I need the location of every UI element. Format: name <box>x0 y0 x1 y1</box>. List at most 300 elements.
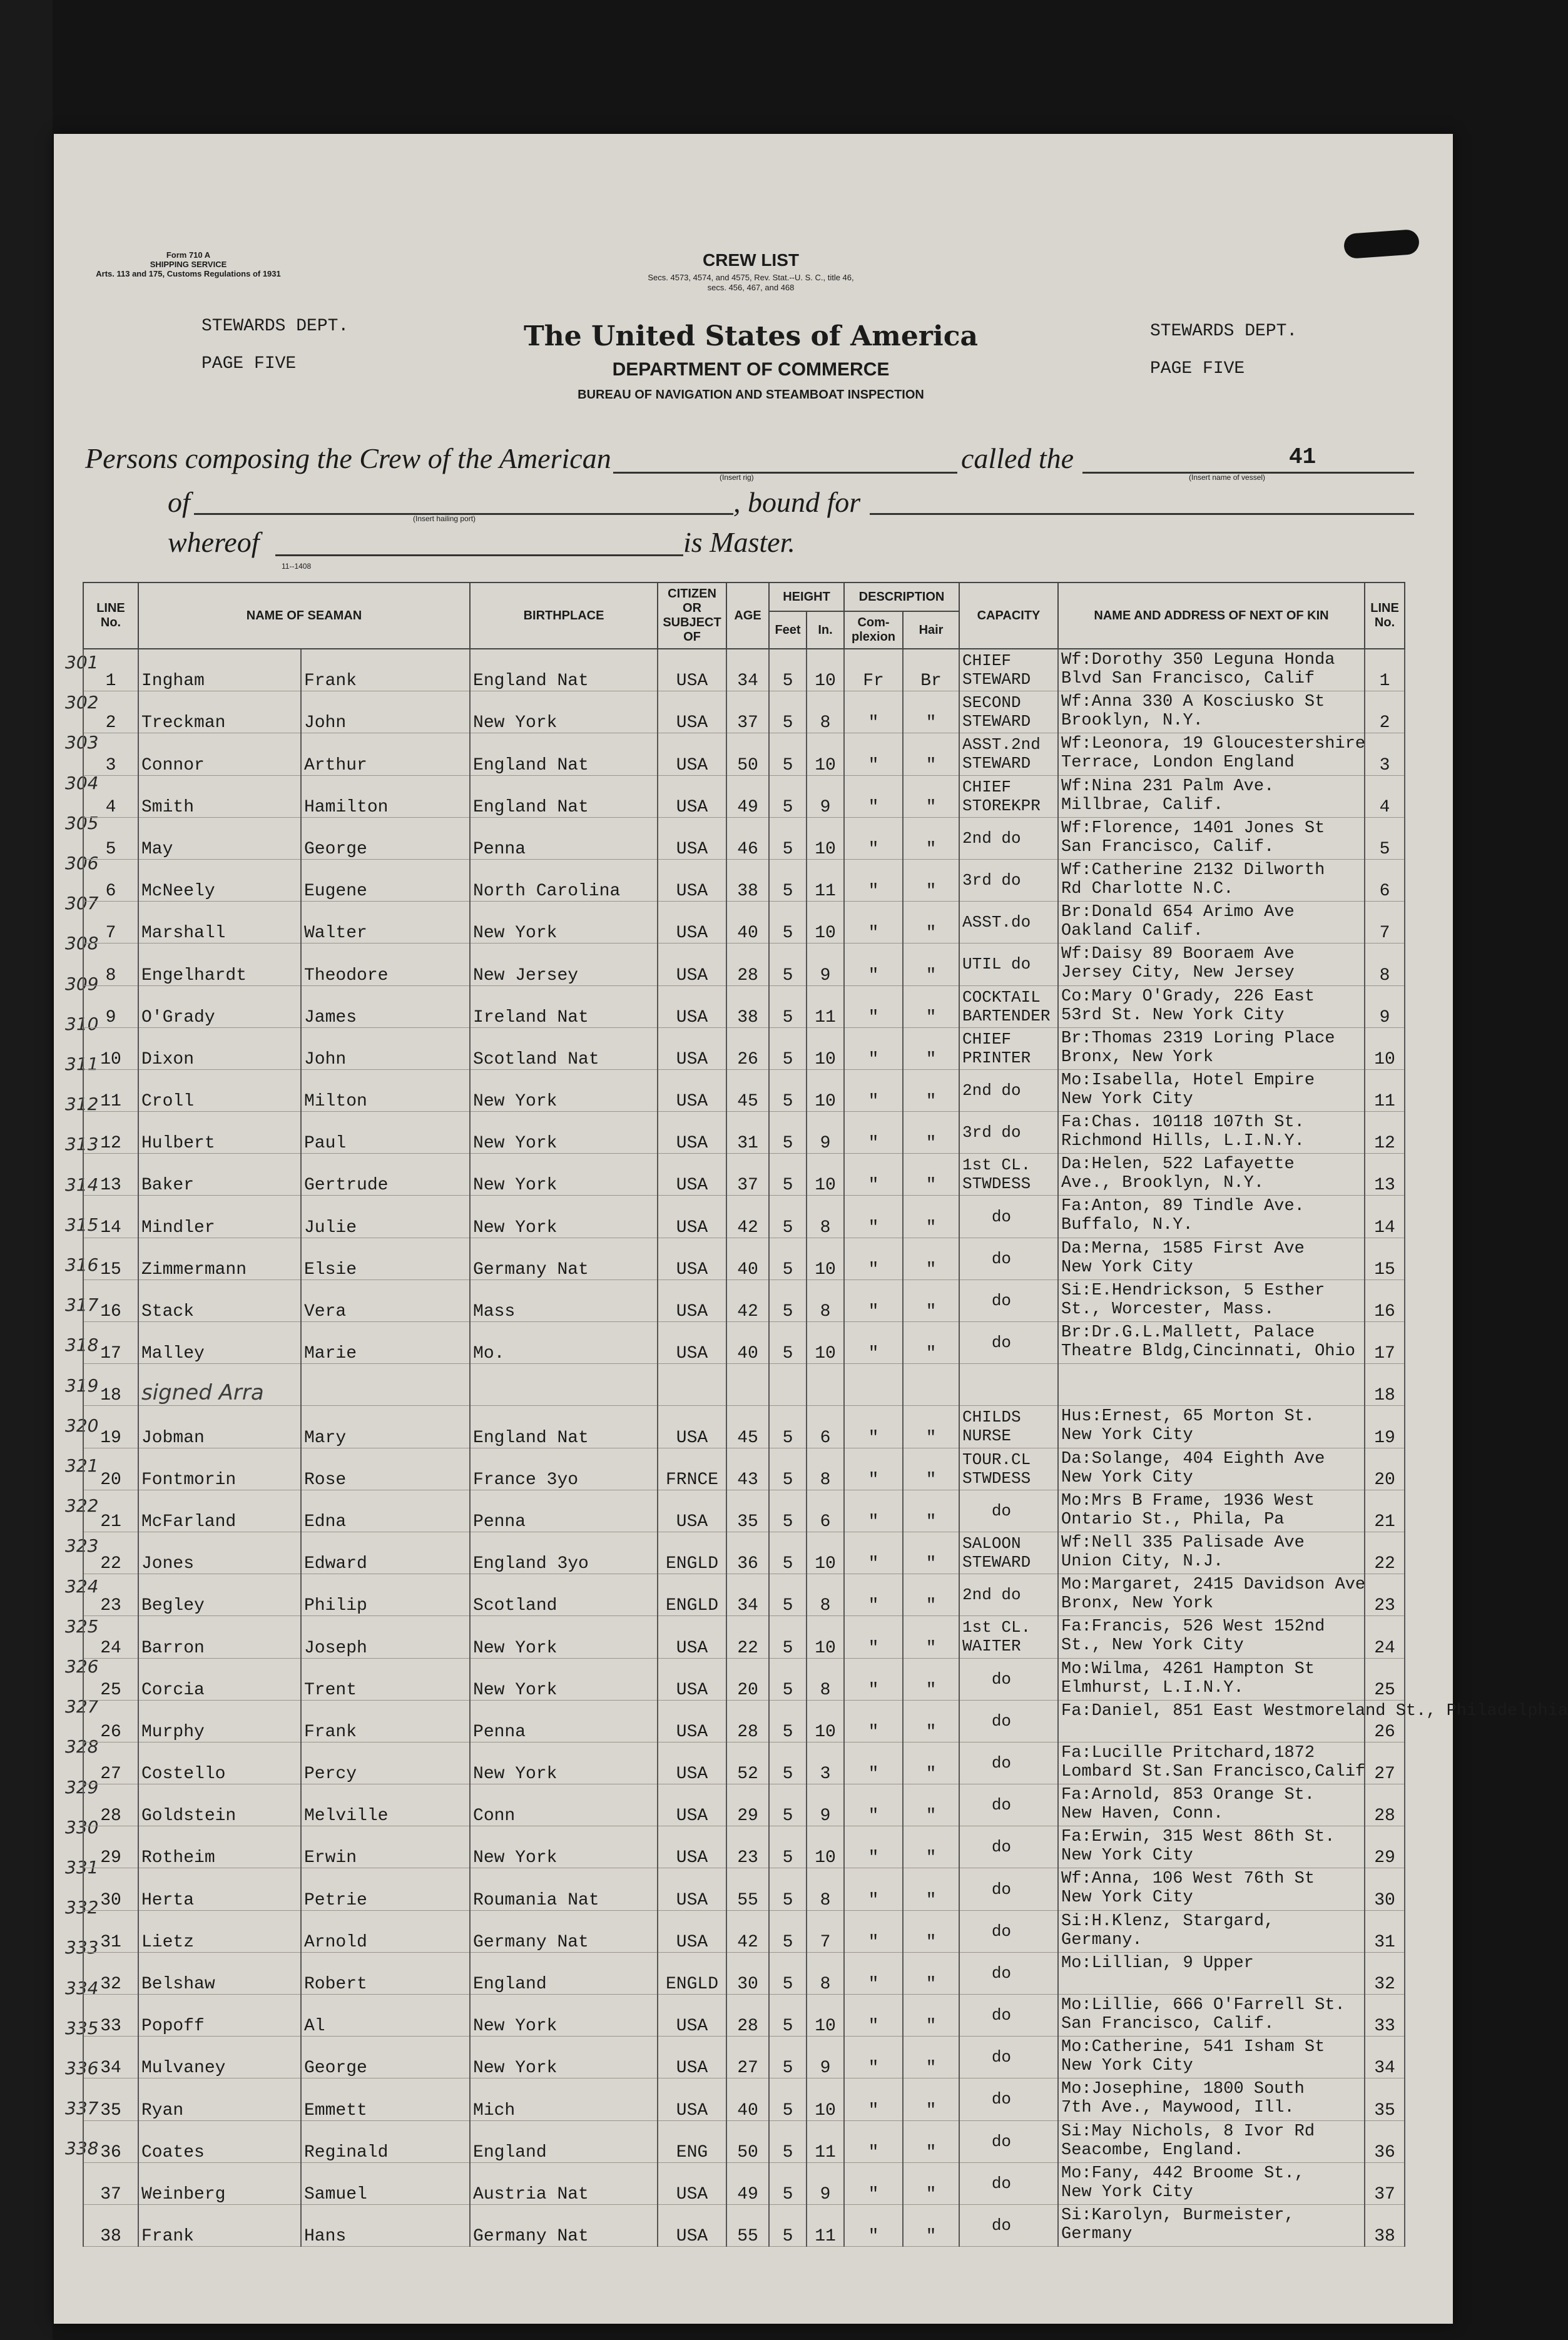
capacity: do <box>959 1279 1058 1321</box>
handwritten-line-number: 319 <box>65 1375 99 1396</box>
given-name: George <box>301 2037 470 2078</box>
citizenship <box>658 1364 726 1406</box>
birthplace: Penna <box>470 1490 658 1532</box>
height-feet: 5 <box>769 2120 807 2162</box>
next-of-kin: Wf:Daisy 89 Booraem Ave Jersey City, New Jersey <box>1058 944 1365 985</box>
line-no: 5 <box>83 817 138 859</box>
table-row <box>83 2120 1405 2162</box>
line-no: 13 <box>83 1154 138 1196</box>
height-feet: 5 <box>769 1658 807 1700</box>
complexion: " <box>844 691 903 733</box>
hair: " <box>903 1406 959 1448</box>
handwritten-line-number: 326 <box>65 1656 99 1677</box>
given-name: Vera <box>301 1279 470 1321</box>
next-of-kin: Mo:Lillian, 9 Upper <box>1058 1952 1365 1994</box>
line-no-right: 22 <box>1365 1532 1405 1574</box>
surname: Barron <box>138 1616 301 1658</box>
height-feet: 5 <box>769 1154 807 1196</box>
statute-line-2: secs. 456, 467, and 468 <box>707 283 795 292</box>
complexion: " <box>844 1658 903 1700</box>
col-height: HEIGHT <box>769 582 844 611</box>
surname: Corcia <box>138 1658 301 1700</box>
table-row <box>83 1448 1405 1490</box>
height-feet: 5 <box>769 1448 807 1490</box>
complexion: " <box>844 1027 903 1069</box>
capacity: ASST.do <box>959 902 1058 944</box>
age: 45 <box>726 1069 769 1111</box>
complexion: " <box>844 1784 903 1826</box>
next-of-kin: Mo:Lillie, 666 O'Farrell St. San Francisco, Calif. <box>1058 1995 1365 2037</box>
capacity <box>959 1364 1058 1406</box>
line-no: 15 <box>83 1238 138 1279</box>
given-name: Walter <box>301 902 470 944</box>
capacity: do <box>959 1784 1058 1826</box>
handwritten-line-number: 307 <box>65 893 99 914</box>
birthplace: Conn <box>470 1784 658 1826</box>
handwritten-line-number: 317 <box>65 1295 99 1316</box>
complexion: " <box>844 1995 903 2037</box>
next-of-kin: Co:Mary O'Grady, 226 East 53rd St. New York City <box>1058 985 1365 1027</box>
citizenship: USA <box>658 1700 726 1742</box>
birthplace: New York <box>470 902 658 944</box>
complexion: " <box>844 2162 903 2204</box>
bureau-title: BUREAU OF NAVIGATION AND STEAMBOAT INSPECTION <box>578 388 924 402</box>
next-of-kin: Fa:Francis, 526 West 152nd St., New York City <box>1058 1616 1365 1658</box>
handwritten-line-number: 301 <box>65 652 99 673</box>
col-capacity: CAPACITY <box>959 582 1058 649</box>
given-name: Gertrude <box>301 1154 470 1196</box>
hair: " <box>903 1112 959 1154</box>
hair: " <box>903 1238 959 1279</box>
given-name: Paul <box>301 1112 470 1154</box>
given-name: James <box>301 985 470 1027</box>
citizenship: USA <box>658 1196 726 1238</box>
height-inches: 10 <box>807 1995 844 2037</box>
height-inches: 11 <box>807 985 844 1027</box>
surname: Engelhardt <box>138 944 301 985</box>
destination-line <box>870 513 1414 515</box>
complexion: " <box>844 1616 903 1658</box>
table-row <box>83 775 1405 817</box>
handwritten-line-number: 324 <box>65 1575 99 1597</box>
height-inches: 10 <box>807 1069 844 1111</box>
height-feet: 5 <box>769 1742 807 1784</box>
age: 45 <box>726 1406 769 1448</box>
complexion: " <box>844 775 903 817</box>
age: 38 <box>726 859 769 901</box>
given-name: Elsie <box>301 1238 470 1279</box>
department-title: DEPARTMENT OF COMMERCE <box>612 359 890 380</box>
birthplace: New Jersey <box>470 944 658 985</box>
surname: Herta <box>138 1868 301 1910</box>
complexion: " <box>844 2120 903 2162</box>
vessel-value: 41 <box>1289 444 1316 470</box>
handwritten-line-number: 331 <box>65 1857 99 1878</box>
birthplace: New York <box>470 1154 658 1196</box>
next-of-kin: Wf:Florence, 1401 Jones St San Francisco, Calif. <box>1058 817 1365 859</box>
surname: Mulvaney <box>138 2037 301 2078</box>
given-name: Samuel <box>301 2162 470 2204</box>
given-name: Reginald <box>301 2120 470 2162</box>
age: 40 <box>726 1322 769 1364</box>
line-no-right: 7 <box>1365 902 1405 944</box>
citizenship: USA <box>658 733 726 775</box>
hair: " <box>903 1532 959 1574</box>
handwritten-line-number: 310 <box>65 1013 99 1034</box>
height-feet: 5 <box>769 817 807 859</box>
page-label-left: PAGE FIVE <box>201 354 297 374</box>
table-row <box>83 733 1405 775</box>
line-no-right: 26 <box>1365 1700 1405 1742</box>
surname: McFarland <box>138 1490 301 1532</box>
capacity: UTIL do <box>959 944 1058 985</box>
dept-label-left: STEWARDS DEPT. <box>201 317 349 336</box>
capacity: 3rd do <box>959 1112 1058 1154</box>
height-inches: 8 <box>807 1574 844 1616</box>
surname: Malley <box>138 1322 301 1364</box>
table-row <box>83 902 1405 944</box>
height-inches: 9 <box>807 775 844 817</box>
insert-port-caption: (Insert hailing port) <box>413 514 476 523</box>
handwritten-line-number: 322 <box>65 1495 99 1517</box>
of-label: of <box>168 486 190 518</box>
citizenship: USA <box>658 1112 726 1154</box>
called-the-label: called the <box>961 442 1074 474</box>
surname: signed Arra <box>138 1364 301 1406</box>
line-no-right: 31 <box>1365 1910 1405 1952</box>
complexion: " <box>844 1112 903 1154</box>
citizenship: ENGLD <box>658 1952 726 1994</box>
surname: Zimmermann <box>138 1238 301 1279</box>
height-feet: 5 <box>769 1069 807 1111</box>
height-inches: 9 <box>807 1112 844 1154</box>
citizenship: ENGLD <box>658 1574 726 1616</box>
birthplace: England <box>470 2120 658 2162</box>
age: 52 <box>726 1742 769 1784</box>
complexion: " <box>844 1279 903 1321</box>
age: 38 <box>726 985 769 1027</box>
citizenship: USA <box>658 691 726 733</box>
line-no-right: 20 <box>1365 1448 1405 1490</box>
line-no: 3 <box>83 733 138 775</box>
hair: " <box>903 1910 959 1952</box>
hair: " <box>903 1826 959 1868</box>
birthplace: North Carolina <box>470 859 658 901</box>
capacity: do <box>959 1196 1058 1238</box>
height-feet: 5 <box>769 1322 807 1364</box>
table-row <box>83 1910 1405 1952</box>
line-no: 6 <box>83 859 138 901</box>
surname: Mindler <box>138 1196 301 1238</box>
capacity: do <box>959 1238 1058 1279</box>
birthplace: New York <box>470 1995 658 2037</box>
birthplace: England Nat <box>470 733 658 775</box>
handwritten-line-number: 302 <box>65 692 99 713</box>
age: 27 <box>726 2037 769 2078</box>
handwritten-line-number: 338 <box>65 2138 99 2159</box>
surname: Stack <box>138 1279 301 1321</box>
age: 28 <box>726 1700 769 1742</box>
line-no: 1 <box>83 649 138 691</box>
given-name: Theodore <box>301 944 470 985</box>
line-no-right: 35 <box>1365 2078 1405 2120</box>
line-no-right: 19 <box>1365 1406 1405 1448</box>
complexion: " <box>844 1910 903 1952</box>
table-row <box>83 2204 1405 2246</box>
line-no: 30 <box>83 1868 138 1910</box>
birthplace: England Nat <box>470 1406 658 1448</box>
citizenship: USA <box>658 859 726 901</box>
next-of-kin: Fa:Arnold, 853 Orange St. New Haven, Conn. <box>1058 1784 1365 1826</box>
age: 31 <box>726 1112 769 1154</box>
line-no: 10 <box>83 1027 138 1069</box>
citizenship: USA <box>658 1279 726 1321</box>
line-no-right: 15 <box>1365 1238 1405 1279</box>
next-of-kin: Da:Solange, 404 Eighth Ave New York City <box>1058 1448 1365 1490</box>
age: 40 <box>726 2078 769 2120</box>
next-of-kin: Mo:Josephine, 1800 South 7th Ave., Maywood, Ill. <box>1058 2078 1365 2120</box>
table-row <box>83 1700 1405 1742</box>
crew-table <box>83 582 1568 2247</box>
height-inches: 11 <box>807 2120 844 2162</box>
form-service: SHIPPING SERVICE <box>150 260 227 269</box>
complexion: " <box>844 1069 903 1111</box>
capacity: 1st CL. STWDESS <box>959 1154 1058 1196</box>
surname: May <box>138 817 301 859</box>
surname: Connor <box>138 733 301 775</box>
height-feet: 5 <box>769 1616 807 1658</box>
master-line <box>275 554 683 556</box>
age: 23 <box>726 1826 769 1868</box>
surname: Hulbert <box>138 1112 301 1154</box>
birthplace: New York <box>470 1658 658 1700</box>
hair: " <box>903 1868 959 1910</box>
complexion: " <box>844 1826 903 1868</box>
given-name <box>301 1364 470 1406</box>
line-no-right: 34 <box>1365 2037 1405 2078</box>
col-line-no: LINE No. <box>83 582 138 649</box>
height-inches <box>807 1364 844 1406</box>
next-of-kin: Wf:Anna 330 A Kosciusko St Brooklyn, N.Y. <box>1058 691 1365 733</box>
hair: Br <box>903 649 959 691</box>
given-name: Arnold <box>301 1910 470 1952</box>
table-row <box>83 1658 1405 1700</box>
birthplace: New York <box>470 1742 658 1784</box>
complexion: " <box>844 944 903 985</box>
hair: " <box>903 944 959 985</box>
hair: " <box>903 1995 959 2037</box>
line-no: 17 <box>83 1322 138 1364</box>
height-feet: 5 <box>769 1784 807 1826</box>
line-no-right: 38 <box>1365 2204 1405 2246</box>
age: 50 <box>726 733 769 775</box>
age: 20 <box>726 1658 769 1700</box>
capacity: do <box>959 2204 1058 2246</box>
line-no: 14 <box>83 1196 138 1238</box>
line-no: 20 <box>83 1448 138 1490</box>
height-feet: 5 <box>769 1112 807 1154</box>
next-of-kin <box>1058 1364 1365 1406</box>
line-no-right: 8 <box>1365 944 1405 985</box>
line-no-right: 3 <box>1365 733 1405 775</box>
col-inches: In. <box>807 611 844 649</box>
height-feet: 5 <box>769 859 807 901</box>
surname: Belshaw <box>138 1952 301 1994</box>
birthplace: New York <box>470 1616 658 1658</box>
age: 40 <box>726 1238 769 1279</box>
birthplace: Ireland Nat <box>470 985 658 1027</box>
height-inches: 9 <box>807 944 844 985</box>
form-regulations: Arts. 113 and 175, Customs Regulations of 1931 <box>96 269 281 278</box>
citizenship: ENG <box>658 2120 726 2162</box>
form-code: 11--1408 <box>282 562 312 571</box>
age: 43 <box>726 1448 769 1490</box>
hair: " <box>903 1742 959 1784</box>
complexion: " <box>844 1196 903 1238</box>
statute-line: Secs. 4573, 4574, and 4575, Rev. Stat.--U. S. C., title 46, <box>648 273 854 282</box>
line-no: 25 <box>83 1658 138 1700</box>
line-no-right: 36 <box>1365 2120 1405 2162</box>
complexion: " <box>844 733 903 775</box>
capacity: TOUR.CL STWDESS <box>959 1448 1058 1490</box>
hair: " <box>903 859 959 901</box>
next-of-kin: Br:Donald 654 Arimo Ave Oakland Calif. <box>1058 902 1365 944</box>
surname: Rotheim <box>138 1826 301 1868</box>
given-name: Julie <box>301 1196 470 1238</box>
given-name: Eugene <box>301 859 470 901</box>
table-row <box>83 817 1405 859</box>
hair: " <box>903 1700 959 1742</box>
handwritten-line-number: 337 <box>65 2098 99 2119</box>
handwritten-line-number: 328 <box>65 1736 99 1758</box>
age: 28 <box>726 944 769 985</box>
surname: Murphy <box>138 1700 301 1742</box>
table-row <box>83 1196 1405 1238</box>
birthplace: New York <box>470 2037 658 2078</box>
age: 49 <box>726 775 769 817</box>
complexion: " <box>844 1574 903 1616</box>
surname: Popoff <box>138 1995 301 2037</box>
height-feet: 5 <box>769 733 807 775</box>
line-no-right: 11 <box>1365 1069 1405 1111</box>
capacity: do <box>959 2120 1058 2162</box>
age: 22 <box>726 1616 769 1658</box>
height-feet: 5 <box>769 1196 807 1238</box>
height-inches: 3 <box>807 1742 844 1784</box>
citizenship: USA <box>658 1027 726 1069</box>
citizenship: USA <box>658 1658 726 1700</box>
age: 42 <box>726 1196 769 1238</box>
height-feet: 5 <box>769 1279 807 1321</box>
birthplace: Austria Nat <box>470 2162 658 2204</box>
next-of-kin: Si:Karolyn, Burmeister, Germany <box>1058 2204 1365 2246</box>
table-row <box>83 1616 1405 1658</box>
line-no: 22 <box>83 1532 138 1574</box>
birthplace: New York <box>470 1826 658 1868</box>
next-of-kin: Mo:Margaret, 2415 Davidson Ave Bronx, New York <box>1058 1574 1365 1616</box>
line-no-right: 13 <box>1365 1154 1405 1196</box>
line-no: 24 <box>83 1616 138 1658</box>
height-inches: 8 <box>807 1658 844 1700</box>
height-inches: 10 <box>807 817 844 859</box>
height-inches: 10 <box>807 649 844 691</box>
next-of-kin: Da:Helen, 522 Lafayette Ave., Brooklyn, N.Y. <box>1058 1154 1365 1196</box>
hair: " <box>903 1154 959 1196</box>
complexion: " <box>844 1154 903 1196</box>
given-name: Frank <box>301 1700 470 1742</box>
handwritten-line-number: 325 <box>65 1615 99 1637</box>
dept-label-right: STEWARDS DEPT. <box>1150 322 1298 341</box>
hair: " <box>903 817 959 859</box>
complexion: " <box>844 1448 903 1490</box>
citizenship: USA <box>658 2037 726 2078</box>
table-row <box>83 1868 1405 1910</box>
col-kin: NAME AND ADDRESS OF NEXT OF KIN <box>1058 582 1365 649</box>
given-name: Trent <box>301 1658 470 1700</box>
citizenship: USA <box>658 775 726 817</box>
next-of-kin: Fa:Anton, 89 Tindle Ave. Buffalo, N.Y. <box>1058 1196 1365 1238</box>
capacity: do <box>959 1322 1058 1364</box>
line-no: 27 <box>83 1742 138 1784</box>
complexion: Fr <box>844 649 903 691</box>
line-no-right: 12 <box>1365 1112 1405 1154</box>
citizenship: USA <box>658 2162 726 2204</box>
height-feet: 5 <box>769 2078 807 2120</box>
citizenship: USA <box>658 1742 726 1784</box>
handwritten-line-number: 306 <box>65 853 99 873</box>
hair: " <box>903 985 959 1027</box>
line-no: 35 <box>83 2078 138 2120</box>
capacity: 2nd do <box>959 817 1058 859</box>
height-feet: 5 <box>769 1574 807 1616</box>
table-row <box>83 2078 1405 2120</box>
handwritten-line-number: 305 <box>65 812 99 833</box>
surname: McNeely <box>138 859 301 901</box>
complexion: " <box>844 2037 903 2078</box>
rig-line <box>613 472 957 474</box>
next-of-kin: Wf:Nina 231 Palm Ave. Millbrae, Calif. <box>1058 775 1365 817</box>
height-feet: 5 <box>769 1868 807 1910</box>
col-birthplace: BIRTHPLACE <box>470 582 658 649</box>
surname: Marshall <box>138 902 301 944</box>
age: 26 <box>726 1027 769 1069</box>
line-no-right: 29 <box>1365 1826 1405 1868</box>
hair: " <box>903 1490 959 1532</box>
page-label-right: PAGE FIVE <box>1150 359 1245 379</box>
hair: " <box>903 2162 959 2204</box>
age: 36 <box>726 1532 769 1574</box>
handwritten-line-number: 316 <box>65 1254 99 1275</box>
surname: Fontmorin <box>138 1448 301 1490</box>
next-of-kin: Da:Merna, 1585 First Ave New York City <box>1058 1238 1365 1279</box>
handwritten-line-number: 311 <box>65 1054 99 1074</box>
table-row <box>83 1784 1405 1826</box>
table-row <box>83 1995 1405 2037</box>
table-row <box>83 1112 1405 1154</box>
hair: " <box>903 775 959 817</box>
line-no-right: 10 <box>1365 1027 1405 1069</box>
next-of-kin: Mo:Fany, 442 Broome St., New York City <box>1058 2162 1365 2204</box>
complexion: " <box>844 2204 903 2246</box>
given-name: John <box>301 1027 470 1069</box>
height-inches: 8 <box>807 1196 844 1238</box>
given-name: Robert <box>301 1952 470 1994</box>
table-row <box>83 1952 1405 1994</box>
next-of-kin: Wf:Dorothy 350 Leguna Honda Blvd San Francisco, Calif <box>1058 649 1365 691</box>
handwritten-line-number: 330 <box>65 1816 99 1838</box>
age: 55 <box>726 2204 769 2246</box>
capacity: 3rd do <box>959 859 1058 901</box>
